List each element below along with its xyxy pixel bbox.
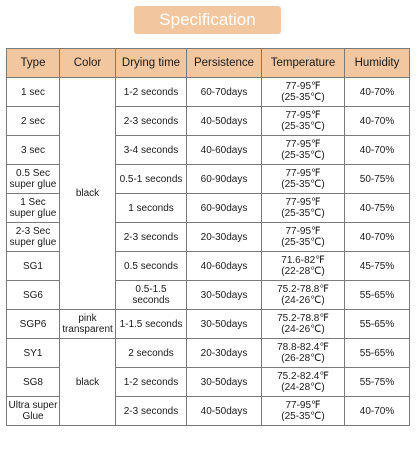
color-cell: pink transparent [60,310,116,339]
drying-cell: 1-2 seconds [116,78,187,107]
temperature-fahrenheit: 77-95℉ [285,168,321,179]
temperature-fahrenheit: 77-95℉ [285,139,321,150]
humidity-cell: 40-75% [345,194,410,223]
persistence-cell: 20-30days [187,223,262,252]
temperature-cell [262,223,345,252]
humidity-cell: 40-70% [345,107,410,136]
type-cell: Ultra super Glue [7,397,60,426]
type-cell: 2-3 Sec super glue [7,223,60,252]
type-cell: 3 sec [7,136,60,165]
temperature-celsius: (25-35℃) [281,150,325,161]
header-type: Type [7,49,60,78]
header-color: Color [60,49,116,78]
drying-cell: 0.5-1 seconds [116,165,187,194]
type-cell: SY1 [7,339,60,368]
color-cell: black [60,339,116,426]
persistence-cell: 40-60days [187,136,262,165]
temperature-celsius: (25-35℃) [281,92,325,103]
drying-cell: 3-4 seconds [116,136,187,165]
type-cell: SG6 [7,281,60,310]
persistence-cell: 30-50days [187,281,262,310]
humidity-cell: 40-70% [345,78,410,107]
temperature-fahrenheit: 78.8-82.4℉ [277,342,329,353]
temperature-fahrenheit: 77-95℉ [285,226,321,237]
persistence-cell: 30-50days [187,368,262,397]
temperature-celsius: (25-35℃) [281,237,325,248]
drying-cell: 0.5 seconds [116,252,187,281]
temperature-celsius: (25-35℃) [281,121,325,132]
temperature-cell [262,368,345,397]
header-persistence: Persistence [187,49,262,78]
type-cell: 1 sec [7,78,60,107]
temperature-cell [262,281,345,310]
header-row [7,49,410,78]
temperature-celsius: (26-28℃) [281,353,325,364]
drying-cell: 2 seconds [116,339,187,368]
temperature-celsius: (25-35℃) [281,179,325,190]
humidity-cell: 40-70% [345,136,410,165]
table-row [7,339,410,368]
specification-table [6,48,410,426]
humidity-cell: 55-65% [345,310,410,339]
temperature-fahrenheit: 75.2-82.4℉ [277,371,329,382]
humidity-cell: 40-70% [345,223,410,252]
temperature-fahrenheit: 77-95℉ [285,400,321,411]
drying-cell: 1-2 seconds [116,368,187,397]
temperature-cell [262,78,345,107]
table-row [7,78,410,107]
type-cell: 2 sec [7,107,60,136]
header-drying-time: Drying time [116,49,187,78]
type-cell: SG1 [7,252,60,281]
color-cell: black [60,78,116,310]
humidity-cell: 55-75% [345,368,410,397]
temperature-fahrenheit: 71.6-82℉ [281,255,325,266]
temperature-celsius: (25-35℃) [281,208,325,219]
drying-cell: 2-3 seconds [116,397,187,426]
temperature-cell [262,107,345,136]
temperature-fahrenheit: 75.2-78.8℉ [277,284,329,295]
type-cell: SG8 [7,368,60,397]
persistence-cell: 40-60days [187,252,262,281]
header-humidity: Humidity [345,49,410,78]
temperature-cell [262,165,345,194]
temperature-cell [262,397,345,426]
temperature-celsius: (22-28℃) [281,266,325,277]
humidity-cell: 50-75% [345,165,410,194]
type-cell: 0.5 Sec super glue [7,165,60,194]
humidity-cell: 45-75% [345,252,410,281]
drying-cell: 1-1.5 seconds [116,310,187,339]
temperature-celsius: (24-26℃) [281,324,325,335]
persistence-cell: 60-70days [187,78,262,107]
humidity-cell: 55-65% [345,339,410,368]
temperature-celsius: (24-28℃) [281,382,325,393]
humidity-cell: 55-65% [345,281,410,310]
persistence-cell: 40-50days [187,107,262,136]
drying-cell: 0.5-1.5 seconds [116,281,187,310]
temperature-celsius: (24-26℃) [281,295,325,306]
page-title: Specification [134,6,281,34]
temperature-cell [262,339,345,368]
persistence-cell: 40-50days [187,397,262,426]
temperature-fahrenheit: 75.2-78.8℉ [277,313,329,324]
drying-cell: 1 seconds [116,194,187,223]
drying-cell: 2-3 seconds [116,223,187,252]
temperature-celsius: (25-35℃) [281,411,325,422]
persistence-cell: 20-30days [187,339,262,368]
temperature-cell [262,194,345,223]
type-cell: 1 Sec super glue [7,194,60,223]
humidity-cell: 40-70% [345,397,410,426]
header-temperature: Temperature [262,49,345,78]
persistence-cell: 60-90days [187,194,262,223]
temperature-cell [262,136,345,165]
temperature-cell [262,310,345,339]
temperature-cell [262,252,345,281]
temperature-fahrenheit: 77-95℉ [285,81,321,92]
drying-cell: 2-3 seconds [116,107,187,136]
persistence-cell: 60-90days [187,165,262,194]
temperature-fahrenheit: 77-95℉ [285,110,321,121]
persistence-cell: 30-50days [187,310,262,339]
table-row [7,310,410,339]
type-cell: SGP6 [7,310,60,339]
temperature-fahrenheit: 77-95℉ [285,197,321,208]
